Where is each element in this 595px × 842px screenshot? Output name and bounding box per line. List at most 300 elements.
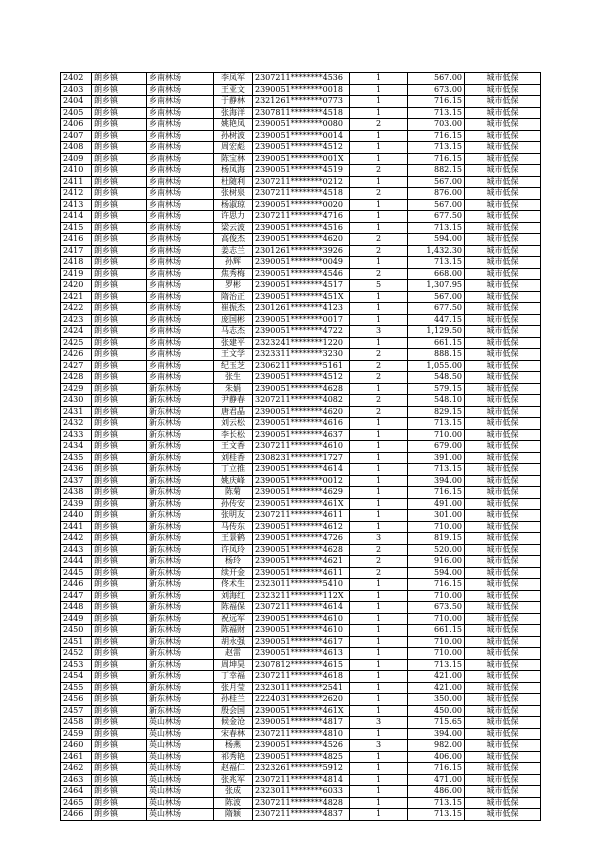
cell-household-size: 1 bbox=[350, 648, 408, 660]
cell-town: 朗乡镇 bbox=[92, 245, 147, 257]
cell-household-size: 2 bbox=[350, 234, 408, 246]
cell-forest-farm: 英山林场 bbox=[147, 786, 214, 798]
cell-person-name: 杨淑琼 bbox=[214, 199, 253, 211]
cell-benefit-amount: 716.15 bbox=[408, 153, 465, 165]
cell-forest-farm: 新东林场 bbox=[147, 383, 214, 395]
cell-benefit-amount: 713.15 bbox=[408, 107, 465, 119]
cell-forest-farm: 新东林场 bbox=[147, 659, 214, 671]
cell-benefit-amount: 668.00 bbox=[408, 268, 465, 280]
cell-id-number: 2390051********0049 bbox=[253, 257, 350, 269]
cell-forest-farm: 新东林场 bbox=[147, 682, 214, 694]
cell-id-number: 2307812********4615 bbox=[253, 659, 350, 671]
cell-row-number: 2422 bbox=[61, 303, 92, 315]
cell-id-number: 2390051********4517 bbox=[253, 280, 350, 292]
cell-forest-farm: 乡南林场 bbox=[147, 337, 214, 349]
cell-household-size: 1 bbox=[350, 176, 408, 188]
cell-person-name: 刘桂香 bbox=[214, 452, 253, 464]
cell-row-number: 2450 bbox=[61, 625, 92, 637]
cell-benefit-amount: 713.15 bbox=[408, 257, 465, 269]
cell-household-size: 1 bbox=[350, 418, 408, 430]
table-row bbox=[61, 303, 541, 315]
table-row bbox=[61, 130, 541, 142]
cell-forest-farm: 新东林场 bbox=[147, 406, 214, 418]
cell-benefit-type: 城市低保 bbox=[465, 498, 541, 510]
cell-row-number: 2443 bbox=[61, 544, 92, 556]
cell-row-number: 2441 bbox=[61, 521, 92, 533]
cell-person-name: 殷会国 bbox=[214, 705, 253, 717]
cell-town: 朗乡镇 bbox=[92, 556, 147, 568]
cell-person-name: 王文学 bbox=[214, 349, 253, 361]
cell-row-number: 2413 bbox=[61, 199, 92, 211]
cell-benefit-type: 城市低保 bbox=[465, 303, 541, 315]
cell-benefit-type: 城市低保 bbox=[465, 487, 541, 499]
cell-benefit-amount: 713.15 bbox=[408, 464, 465, 476]
cell-row-number: 2418 bbox=[61, 257, 92, 269]
cell-person-name: 纪玉芝 bbox=[214, 360, 253, 372]
cell-town: 朗乡镇 bbox=[92, 464, 147, 476]
cell-person-name: 杨燕 bbox=[214, 740, 253, 752]
cell-town: 朗乡镇 bbox=[92, 487, 147, 499]
cell-row-number: 2434 bbox=[61, 441, 92, 453]
cell-household-size: 1 bbox=[350, 222, 408, 234]
cell-benefit-amount: 661.15 bbox=[408, 625, 465, 637]
cell-benefit-amount: 486.00 bbox=[408, 786, 465, 798]
cell-person-name: 张生 bbox=[214, 372, 253, 384]
cell-benefit-amount: 391.00 bbox=[408, 452, 465, 464]
cell-household-size: 1 bbox=[350, 96, 408, 108]
cell-benefit-amount: 661.15 bbox=[408, 337, 465, 349]
cell-benefit-type: 城市低保 bbox=[465, 774, 541, 786]
cell-person-name: 隋治正 bbox=[214, 291, 253, 303]
cell-benefit-amount: 916.00 bbox=[408, 556, 465, 568]
cell-person-name: 许凤玲 bbox=[214, 544, 253, 556]
cell-benefit-type: 城市低保 bbox=[465, 429, 541, 441]
cell-forest-farm: 乡南林场 bbox=[147, 234, 214, 246]
cell-row-number: 2465 bbox=[61, 797, 92, 809]
cell-benefit-amount: 677.50 bbox=[408, 211, 465, 223]
cell-benefit-type: 城市低保 bbox=[465, 326, 541, 338]
cell-id-number: 2307211********4536 bbox=[253, 73, 350, 85]
cell-row-number: 2402 bbox=[61, 73, 92, 85]
cell-forest-farm: 英山林场 bbox=[147, 740, 214, 752]
cell-id-number: 2390051********4628 bbox=[253, 383, 350, 395]
cell-id-number: 2307211********0212 bbox=[253, 176, 350, 188]
cell-benefit-type: 城市低保 bbox=[465, 556, 541, 568]
cell-forest-farm: 新东林场 bbox=[147, 475, 214, 487]
cell-benefit-amount: 713.15 bbox=[408, 809, 465, 821]
cell-person-name: 候金沧 bbox=[214, 717, 253, 729]
cell-household-size: 2 bbox=[350, 406, 408, 418]
cell-benefit-type: 城市低保 bbox=[465, 188, 541, 200]
cell-id-number: 2390051********4637 bbox=[253, 429, 350, 441]
cell-forest-farm: 新东林场 bbox=[147, 648, 214, 660]
cell-household-size: 1 bbox=[350, 521, 408, 533]
cell-household-size: 2 bbox=[350, 360, 408, 372]
cell-household-size: 1 bbox=[350, 475, 408, 487]
table-row bbox=[61, 142, 541, 154]
cell-id-number: 2390051********4629 bbox=[253, 487, 350, 499]
cell-row-number: 2409 bbox=[61, 153, 92, 165]
cell-benefit-amount: 710.00 bbox=[408, 613, 465, 625]
cell-benefit-type: 城市低保 bbox=[465, 751, 541, 763]
cell-id-number: 2323211********112X bbox=[253, 590, 350, 602]
cell-benefit-amount: 567.00 bbox=[408, 73, 465, 85]
cell-forest-farm: 乡南林场 bbox=[147, 211, 214, 223]
cell-row-number: 2437 bbox=[61, 475, 92, 487]
cell-benefit-amount: 567.00 bbox=[408, 176, 465, 188]
cell-id-number: 2390051********4726 bbox=[253, 533, 350, 545]
cell-id-number: 2390051********4546 bbox=[253, 268, 350, 280]
cell-forest-farm: 乡南林场 bbox=[147, 303, 214, 315]
cell-town: 朗乡镇 bbox=[92, 96, 147, 108]
table-row bbox=[61, 786, 541, 798]
cell-benefit-amount: 350.00 bbox=[408, 694, 465, 706]
cell-town: 朗乡镇 bbox=[92, 452, 147, 464]
cell-id-number: 2307211********4810 bbox=[253, 728, 350, 740]
cell-benefit-type: 城市低保 bbox=[465, 73, 541, 85]
cell-benefit-amount: 1,055.00 bbox=[408, 360, 465, 372]
cell-forest-farm: 新东林场 bbox=[147, 395, 214, 407]
cell-town: 朗乡镇 bbox=[92, 234, 147, 246]
cell-town: 朗乡镇 bbox=[92, 694, 147, 706]
cell-forest-farm: 英山林场 bbox=[147, 774, 214, 786]
cell-benefit-amount: 819.15 bbox=[408, 533, 465, 545]
cell-person-name: 周坤昊 bbox=[214, 659, 253, 671]
cell-forest-farm: 乡南林场 bbox=[147, 360, 214, 372]
cell-benefit-type: 城市低保 bbox=[465, 107, 541, 119]
cell-household-size: 2 bbox=[350, 556, 408, 568]
cell-id-number: 2390051********0014 bbox=[253, 130, 350, 142]
table-row bbox=[61, 360, 541, 372]
cell-person-name: 陈宝林 bbox=[214, 153, 253, 165]
cell-benefit-type: 城市低保 bbox=[465, 521, 541, 533]
cell-benefit-amount: 710.00 bbox=[408, 648, 465, 660]
cell-person-name: 王文香 bbox=[214, 441, 253, 453]
cell-benefit-type: 城市低保 bbox=[465, 153, 541, 165]
table-row bbox=[61, 418, 541, 430]
cell-row-number: 2415 bbox=[61, 222, 92, 234]
cell-benefit-amount: 520.00 bbox=[408, 544, 465, 556]
cell-forest-farm: 乡南林场 bbox=[147, 314, 214, 326]
cell-person-name: 宋春林 bbox=[214, 728, 253, 740]
cell-town: 朗乡镇 bbox=[92, 774, 147, 786]
cell-forest-farm: 新东林场 bbox=[147, 694, 214, 706]
cell-benefit-type: 城市低保 bbox=[465, 786, 541, 798]
cell-person-name: 陈菊 bbox=[214, 487, 253, 499]
cell-id-number: 2307211********4610 bbox=[253, 441, 350, 453]
cell-benefit-amount: 301.00 bbox=[408, 510, 465, 522]
cell-town: 朗乡镇 bbox=[92, 682, 147, 694]
cell-row-number: 2460 bbox=[61, 740, 92, 752]
cell-id-number: 2224031********2620 bbox=[253, 694, 350, 706]
cell-benefit-amount: 1,307.95 bbox=[408, 280, 465, 292]
table-row bbox=[61, 84, 541, 96]
table-row bbox=[61, 671, 541, 683]
cell-household-size: 2 bbox=[350, 544, 408, 556]
cell-town: 朗乡镇 bbox=[92, 763, 147, 775]
table-row bbox=[61, 349, 541, 361]
table-row bbox=[61, 567, 541, 579]
table-row bbox=[61, 280, 541, 292]
cell-row-number: 2420 bbox=[61, 280, 92, 292]
cell-benefit-amount: 713.15 bbox=[408, 797, 465, 809]
cell-benefit-type: 城市低保 bbox=[465, 234, 541, 246]
cell-row-number: 2462 bbox=[61, 763, 92, 775]
cell-row-number: 2426 bbox=[61, 349, 92, 361]
cell-town: 朗乡镇 bbox=[92, 659, 147, 671]
cell-id-number: 2390051********001X bbox=[253, 153, 350, 165]
cell-benefit-type: 城市低保 bbox=[465, 590, 541, 602]
cell-household-size: 1 bbox=[350, 682, 408, 694]
cell-forest-farm: 新东林场 bbox=[147, 521, 214, 533]
cell-benefit-type: 城市低保 bbox=[465, 349, 541, 361]
cell-forest-farm: 新东林场 bbox=[147, 544, 214, 556]
cell-forest-farm: 英山林场 bbox=[147, 797, 214, 809]
table-row bbox=[61, 740, 541, 752]
cell-row-number: 2453 bbox=[61, 659, 92, 671]
cell-person-name: 姚庆峰 bbox=[214, 475, 253, 487]
cell-id-number: 2323011********2541 bbox=[253, 682, 350, 694]
cell-benefit-type: 城市低保 bbox=[465, 763, 541, 775]
cell-row-number: 2440 bbox=[61, 510, 92, 522]
cell-forest-farm: 英山林场 bbox=[147, 728, 214, 740]
cell-forest-farm: 乡南林场 bbox=[147, 245, 214, 257]
cell-forest-farm: 新东林场 bbox=[147, 487, 214, 499]
cell-household-size: 1 bbox=[350, 774, 408, 786]
cell-benefit-amount: 1,129.50 bbox=[408, 326, 465, 338]
cell-row-number: 2419 bbox=[61, 268, 92, 280]
table-row bbox=[61, 176, 541, 188]
table-row bbox=[61, 498, 541, 510]
cell-benefit-type: 城市低保 bbox=[465, 257, 541, 269]
cell-benefit-type: 城市低保 bbox=[465, 740, 541, 752]
cell-benefit-type: 城市低保 bbox=[465, 360, 541, 372]
table-row bbox=[61, 751, 541, 763]
cell-benefit-type: 城市低保 bbox=[465, 280, 541, 292]
cell-row-number: 2451 bbox=[61, 636, 92, 648]
cell-benefit-amount: 421.00 bbox=[408, 682, 465, 694]
cell-town: 朗乡镇 bbox=[92, 119, 147, 131]
cell-household-size: 1 bbox=[350, 510, 408, 522]
cell-forest-farm: 新东林场 bbox=[147, 671, 214, 683]
table-row bbox=[61, 521, 541, 533]
cell-household-size: 1 bbox=[350, 763, 408, 775]
table-row bbox=[61, 199, 541, 211]
table-row bbox=[61, 809, 541, 821]
cell-town: 朗乡镇 bbox=[92, 636, 147, 648]
cell-forest-farm: 新东林场 bbox=[147, 510, 214, 522]
cell-id-number: 2301261********3926 bbox=[253, 245, 350, 257]
cell-forest-farm: 新东林场 bbox=[147, 625, 214, 637]
cell-forest-farm: 乡南林场 bbox=[147, 119, 214, 131]
cell-household-size: 1 bbox=[350, 383, 408, 395]
cell-id-number: 2390051********4611 bbox=[253, 567, 350, 579]
cell-person-name: 朱娟 bbox=[214, 383, 253, 395]
cell-row-number: 2403 bbox=[61, 84, 92, 96]
cell-forest-farm: 新东林场 bbox=[147, 429, 214, 441]
table-row bbox=[61, 383, 541, 395]
cell-town: 朗乡镇 bbox=[92, 268, 147, 280]
cell-forest-farm: 乡南林场 bbox=[147, 349, 214, 361]
cell-household-size: 1 bbox=[350, 130, 408, 142]
cell-person-name: 佟术生 bbox=[214, 579, 253, 591]
cell-benefit-type: 城市低保 bbox=[465, 84, 541, 96]
cell-id-number: 2390051********4516 bbox=[253, 222, 350, 234]
cell-town: 朗乡镇 bbox=[92, 199, 147, 211]
cell-row-number: 2439 bbox=[61, 498, 92, 510]
cell-person-name: 赵福仁 bbox=[214, 763, 253, 775]
cell-id-number: 2390051********0018 bbox=[253, 84, 350, 96]
cell-benefit-type: 城市低保 bbox=[465, 544, 541, 556]
cell-id-number: 3207211********4082 bbox=[253, 395, 350, 407]
cell-benefit-amount: 394.00 bbox=[408, 728, 465, 740]
cell-person-name: 孙传安 bbox=[214, 498, 253, 510]
table-row bbox=[61, 96, 541, 108]
cell-person-name: 张明友 bbox=[214, 510, 253, 522]
cell-benefit-amount: 710.00 bbox=[408, 429, 465, 441]
table-row bbox=[61, 452, 541, 464]
cell-household-size: 1 bbox=[350, 613, 408, 625]
cell-person-name: 张月莹 bbox=[214, 682, 253, 694]
cell-household-size: 1 bbox=[350, 257, 408, 269]
cell-benefit-type: 城市低保 bbox=[465, 142, 541, 154]
cell-benefit-type: 城市低保 bbox=[465, 613, 541, 625]
cell-town: 朗乡镇 bbox=[92, 429, 147, 441]
cell-benefit-amount: 447.15 bbox=[408, 314, 465, 326]
table-row bbox=[61, 211, 541, 223]
cell-forest-farm: 乡南林场 bbox=[147, 153, 214, 165]
cell-person-name: 高俊杰 bbox=[214, 234, 253, 246]
cell-row-number: 2430 bbox=[61, 395, 92, 407]
cell-forest-farm: 乡南林场 bbox=[147, 280, 214, 292]
cell-person-name: 杨玲 bbox=[214, 556, 253, 568]
cell-row-number: 2442 bbox=[61, 533, 92, 545]
cell-id-number: 2390051********4526 bbox=[253, 740, 350, 752]
cell-id-number: 2323011********6033 bbox=[253, 786, 350, 798]
cell-household-size: 2 bbox=[350, 567, 408, 579]
cell-benefit-amount: 982.00 bbox=[408, 740, 465, 752]
cell-benefit-amount: 703.00 bbox=[408, 119, 465, 131]
cell-person-name: 于静林 bbox=[214, 96, 253, 108]
cell-household-size: 2 bbox=[350, 349, 408, 361]
cell-id-number: 2390051********4825 bbox=[253, 751, 350, 763]
cell-benefit-amount: 421.00 bbox=[408, 671, 465, 683]
cell-benefit-type: 城市低保 bbox=[465, 648, 541, 660]
cell-town: 朗乡镇 bbox=[92, 257, 147, 269]
cell-household-size: 1 bbox=[350, 337, 408, 349]
table-row bbox=[61, 291, 541, 303]
cell-household-size: 1 bbox=[350, 464, 408, 476]
cell-household-size: 1 bbox=[350, 636, 408, 648]
cell-forest-farm: 新东林场 bbox=[147, 441, 214, 453]
benefit-table bbox=[60, 72, 541, 821]
table-row bbox=[61, 222, 541, 234]
cell-benefit-type: 城市低保 bbox=[465, 372, 541, 384]
cell-person-name: 刘云松 bbox=[214, 418, 253, 430]
cell-household-size: 1 bbox=[350, 73, 408, 85]
cell-town: 朗乡镇 bbox=[92, 349, 147, 361]
cell-id-number: 2308231********1727 bbox=[253, 452, 350, 464]
cell-benefit-amount: 677.50 bbox=[408, 303, 465, 315]
cell-town: 朗乡镇 bbox=[92, 728, 147, 740]
cell-row-number: 2436 bbox=[61, 464, 92, 476]
table-row bbox=[61, 544, 541, 556]
table-row bbox=[61, 602, 541, 614]
cell-benefit-amount: 491.00 bbox=[408, 498, 465, 510]
cell-row-number: 2416 bbox=[61, 234, 92, 246]
cell-household-size: 2 bbox=[350, 372, 408, 384]
cell-forest-farm: 乡南林场 bbox=[147, 73, 214, 85]
cell-id-number: 2390051********4617 bbox=[253, 636, 350, 648]
table-row bbox=[61, 659, 541, 671]
table-row bbox=[61, 728, 541, 740]
cell-household-size: 1 bbox=[350, 142, 408, 154]
table-row bbox=[61, 533, 541, 545]
cell-benefit-amount: 579.15 bbox=[408, 383, 465, 395]
cell-person-name: 孙桂兰 bbox=[214, 694, 253, 706]
cell-town: 朗乡镇 bbox=[92, 395, 147, 407]
cell-town: 朗乡镇 bbox=[92, 441, 147, 453]
cell-benefit-amount: 679.00 bbox=[408, 441, 465, 453]
cell-row-number: 2445 bbox=[61, 567, 92, 579]
cell-forest-farm: 新东林场 bbox=[147, 498, 214, 510]
cell-benefit-type: 城市低保 bbox=[465, 96, 541, 108]
cell-person-name: 张成 bbox=[214, 786, 253, 798]
cell-town: 朗乡镇 bbox=[92, 544, 147, 556]
cell-id-number: 2390051********4620 bbox=[253, 234, 350, 246]
cell-town: 朗乡镇 bbox=[92, 579, 147, 591]
cell-row-number: 2452 bbox=[61, 648, 92, 660]
cell-forest-farm: 乡南林场 bbox=[147, 96, 214, 108]
cell-household-size: 1 bbox=[350, 291, 408, 303]
cell-town: 朗乡镇 bbox=[92, 751, 147, 763]
cell-town: 朗乡镇 bbox=[92, 533, 147, 545]
table-row bbox=[61, 717, 541, 729]
cell-household-size: 1 bbox=[350, 786, 408, 798]
cell-benefit-type: 城市低保 bbox=[465, 625, 541, 637]
cell-household-size: 1 bbox=[350, 441, 408, 453]
cell-person-name: 陈福财 bbox=[214, 625, 253, 637]
table-row bbox=[61, 188, 541, 200]
table-row bbox=[61, 234, 541, 246]
cell-person-name: 刘海红 bbox=[214, 590, 253, 602]
cell-id-number: 2390051********4620 bbox=[253, 406, 350, 418]
cell-household-size: 1 bbox=[350, 590, 408, 602]
cell-benefit-amount: 567.00 bbox=[408, 291, 465, 303]
cell-forest-farm: 新东林场 bbox=[147, 464, 214, 476]
cell-forest-farm: 乡南林场 bbox=[147, 268, 214, 280]
cell-household-size: 2 bbox=[350, 395, 408, 407]
cell-person-name: 王景鹤 bbox=[214, 533, 253, 545]
cell-benefit-amount: 829.15 bbox=[408, 406, 465, 418]
cell-benefit-type: 城市低保 bbox=[465, 268, 541, 280]
cell-benefit-type: 城市低保 bbox=[465, 705, 541, 717]
cell-benefit-type: 城市低保 bbox=[465, 717, 541, 729]
cell-benefit-type: 城市低保 bbox=[465, 636, 541, 648]
cell-household-size: 1 bbox=[350, 809, 408, 821]
cell-id-number: 2307211********4618 bbox=[253, 671, 350, 683]
cell-row-number: 2466 bbox=[61, 809, 92, 821]
cell-benefit-amount: 471.00 bbox=[408, 774, 465, 786]
cell-benefit-type: 城市低保 bbox=[465, 602, 541, 614]
cell-household-size: 1 bbox=[350, 199, 408, 211]
cell-town: 朗乡镇 bbox=[92, 475, 147, 487]
cell-benefit-amount: 716.15 bbox=[408, 487, 465, 499]
cell-benefit-amount: 673.00 bbox=[408, 84, 465, 96]
cell-benefit-type: 城市低保 bbox=[465, 579, 541, 591]
cell-benefit-amount: 713.15 bbox=[408, 418, 465, 430]
cell-id-number: 2301261********4123 bbox=[253, 303, 350, 315]
